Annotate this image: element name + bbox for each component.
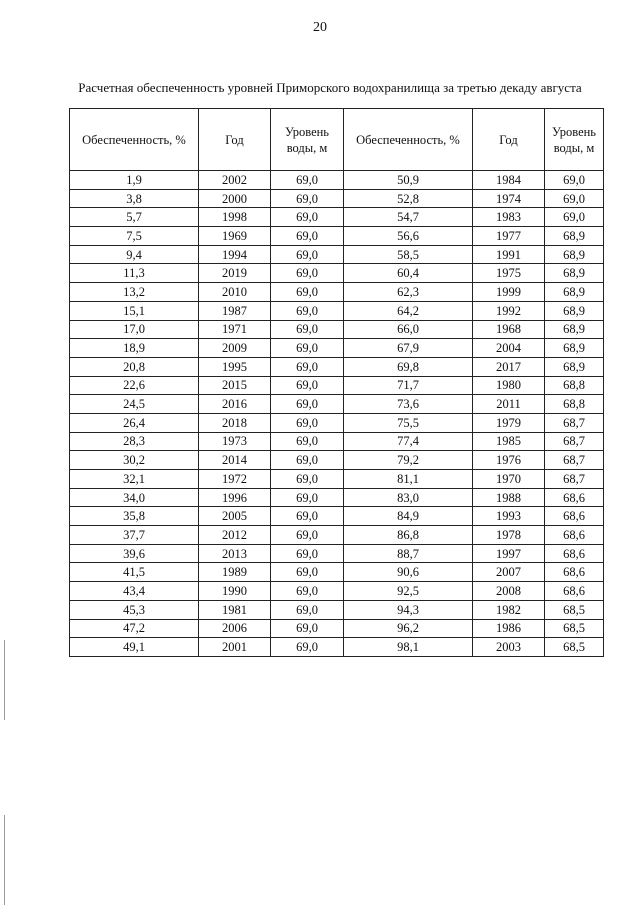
- cell-probability: 35,8: [70, 507, 199, 526]
- cell-year: 1982: [473, 600, 545, 619]
- cell-year: 2018: [199, 413, 271, 432]
- header-level-1: Уровень воды, м: [271, 109, 344, 171]
- cell-level: 68,9: [545, 227, 604, 246]
- cell-year: 1969: [199, 227, 271, 246]
- cell-level: 69,0: [271, 301, 344, 320]
- table-row: [70, 582, 604, 601]
- cell-probability: 49,1: [70, 638, 199, 657]
- cell-probability: 7,5: [70, 227, 199, 246]
- cell-year: 2005: [199, 507, 271, 526]
- cell-level: 68,6: [545, 488, 604, 507]
- cell-probability: 54,7: [344, 208, 473, 227]
- table-row: [70, 395, 604, 414]
- table-row: [70, 451, 604, 470]
- cell-year: 1995: [199, 357, 271, 376]
- cell-level: 69,0: [271, 357, 344, 376]
- cell-year: 1977: [473, 227, 545, 246]
- scan-edge-mark: [4, 815, 5, 905]
- cell-probability: 47,2: [70, 619, 199, 638]
- cell-year: 1987: [199, 301, 271, 320]
- cell-probability: 62,3: [344, 283, 473, 302]
- cell-level: 69,0: [545, 189, 604, 208]
- cell-probability: 58,5: [344, 245, 473, 264]
- cell-probability: 43,4: [70, 582, 199, 601]
- cell-probability: 56,6: [344, 227, 473, 246]
- cell-year: 1978: [473, 526, 545, 545]
- cell-probability: 96,2: [344, 619, 473, 638]
- cell-level: 68,7: [545, 432, 604, 451]
- cell-year: 1971: [199, 320, 271, 339]
- cell-year: 1983: [473, 208, 545, 227]
- table-row: [70, 376, 604, 395]
- cell-probability: 67,9: [344, 339, 473, 358]
- table-row: [70, 600, 604, 619]
- cell-year: 1970: [473, 470, 545, 489]
- cell-year: 1996: [199, 488, 271, 507]
- cell-level: 69,0: [271, 413, 344, 432]
- scan-edge-mark: [4, 640, 5, 720]
- cell-level: 69,0: [271, 526, 344, 545]
- cell-level: 68,5: [545, 638, 604, 657]
- cell-year: 1984: [473, 171, 545, 190]
- cell-probability: 79,2: [344, 451, 473, 470]
- cell-probability: 28,3: [70, 432, 199, 451]
- cell-probability: 11,3: [70, 264, 199, 283]
- cell-year: 2007: [473, 563, 545, 582]
- cell-probability: 90,6: [344, 563, 473, 582]
- table-header-row: [70, 109, 604, 171]
- cell-level: 68,8: [545, 376, 604, 395]
- cell-probability: 64,2: [344, 301, 473, 320]
- header-year-1: Год: [199, 109, 271, 171]
- cell-probability: 84,9: [344, 507, 473, 526]
- cell-level: 68,9: [545, 264, 604, 283]
- cell-level: 69,0: [271, 245, 344, 264]
- cell-probability: 1,9: [70, 171, 199, 190]
- table-row: [70, 488, 604, 507]
- cell-probability: 26,4: [70, 413, 199, 432]
- cell-probability: 20,8: [70, 357, 199, 376]
- cell-probability: 9,4: [70, 245, 199, 264]
- cell-year: 2009: [199, 339, 271, 358]
- cell-level: 69,0: [271, 395, 344, 414]
- cell-year: 2003: [473, 638, 545, 657]
- table-row: [70, 208, 604, 227]
- cell-level: 69,0: [271, 470, 344, 489]
- cell-probability: 45,3: [70, 600, 199, 619]
- cell-probability: 75,5: [344, 413, 473, 432]
- cell-probability: 88,7: [344, 544, 473, 563]
- cell-level: 68,6: [545, 582, 604, 601]
- table-row: [70, 507, 604, 526]
- cell-probability: 69,8: [344, 357, 473, 376]
- cell-level: 68,9: [545, 357, 604, 376]
- cell-year: 1994: [199, 245, 271, 264]
- cell-year: 2015: [199, 376, 271, 395]
- table-row: [70, 283, 604, 302]
- cell-level: 68,6: [545, 563, 604, 582]
- cell-level: 68,9: [545, 339, 604, 358]
- table-row: [70, 189, 604, 208]
- table-row: [70, 245, 604, 264]
- cell-level: 69,0: [271, 189, 344, 208]
- cell-year: 1998: [199, 208, 271, 227]
- cell-level: 69,0: [271, 227, 344, 246]
- cell-year: 1986: [473, 619, 545, 638]
- cell-level: 68,9: [545, 283, 604, 302]
- cell-level: 69,0: [545, 171, 604, 190]
- cell-probability: 41,5: [70, 563, 199, 582]
- cell-probability: 73,6: [344, 395, 473, 414]
- table-row: [70, 339, 604, 358]
- cell-level: 69,0: [271, 544, 344, 563]
- cell-year: 1988: [473, 488, 545, 507]
- table-row: [70, 227, 604, 246]
- table-row: [70, 301, 604, 320]
- cell-probability: 13,2: [70, 283, 199, 302]
- cell-year: 2006: [199, 619, 271, 638]
- cell-probability: 37,7: [70, 526, 199, 545]
- cell-level: 69,0: [271, 171, 344, 190]
- cell-probability: 86,8: [344, 526, 473, 545]
- cell-year: 1993: [473, 507, 545, 526]
- cell-year: 2008: [473, 582, 545, 601]
- table-row: [70, 413, 604, 432]
- cell-level: 69,0: [271, 638, 344, 657]
- cell-level: 69,0: [271, 320, 344, 339]
- cell-year: 1979: [473, 413, 545, 432]
- cell-level: 68,6: [545, 544, 604, 563]
- table-row: [70, 320, 604, 339]
- cell-level: 69,0: [271, 339, 344, 358]
- cell-probability: 22,6: [70, 376, 199, 395]
- cell-probability: 81,1: [344, 470, 473, 489]
- cell-level: 69,0: [271, 563, 344, 582]
- cell-year: 1972: [199, 470, 271, 489]
- cell-probability: 15,1: [70, 301, 199, 320]
- cell-probability: 50,9: [344, 171, 473, 190]
- cell-level: 68,6: [545, 507, 604, 526]
- cell-level: 69,0: [271, 283, 344, 302]
- table-body: [70, 171, 604, 657]
- cell-level: 68,8: [545, 395, 604, 414]
- cell-year: 1985: [473, 432, 545, 451]
- cell-year: 1989: [199, 563, 271, 582]
- cell-probability: 17,0: [70, 320, 199, 339]
- table-row: [70, 171, 604, 190]
- cell-year: 1968: [473, 320, 545, 339]
- cell-year: 1992: [473, 301, 545, 320]
- cell-probability: 98,1: [344, 638, 473, 657]
- cell-level: 68,9: [545, 320, 604, 339]
- cell-probability: 66,0: [344, 320, 473, 339]
- cell-level: 68,9: [545, 245, 604, 264]
- cell-level: 68,6: [545, 526, 604, 545]
- header-level-2: Уровень воды, м: [545, 109, 604, 171]
- cell-year: 1980: [473, 376, 545, 395]
- cell-level: 69,0: [271, 582, 344, 601]
- table-row: [70, 432, 604, 451]
- table-row: [70, 357, 604, 376]
- table-row: [70, 563, 604, 582]
- cell-year: 2000: [199, 189, 271, 208]
- table-row: [70, 526, 604, 545]
- cell-year: 1990: [199, 582, 271, 601]
- page-number: 20: [313, 20, 327, 35]
- cell-year: 2001: [199, 638, 271, 657]
- cell-year: 2010: [199, 283, 271, 302]
- header-probability-1: Обеспеченность, %: [70, 109, 199, 171]
- cell-probability: 71,7: [344, 376, 473, 395]
- cell-level: 68,7: [545, 413, 604, 432]
- cell-level: 69,0: [271, 507, 344, 526]
- cell-level: 69,0: [271, 264, 344, 283]
- cell-level: 69,0: [271, 376, 344, 395]
- cell-probability: 32,1: [70, 470, 199, 489]
- cell-probability: 77,4: [344, 432, 473, 451]
- cell-year: 2011: [473, 395, 545, 414]
- cell-year: 2013: [199, 544, 271, 563]
- header-year-2: Год: [473, 109, 545, 171]
- cell-level: 69,0: [271, 488, 344, 507]
- table-row: [70, 544, 604, 563]
- cell-probability: 94,3: [344, 600, 473, 619]
- cell-year: 1991: [473, 245, 545, 264]
- cell-year: 1976: [473, 451, 545, 470]
- cell-level: 68,5: [545, 619, 604, 638]
- header-probability-2: Обеспеченность, %: [344, 109, 473, 171]
- cell-year: 1975: [473, 264, 545, 283]
- cell-level: 68,7: [545, 470, 604, 489]
- cell-year: 2017: [473, 357, 545, 376]
- cell-year: 1999: [473, 283, 545, 302]
- cell-level: 69,0: [271, 451, 344, 470]
- cell-probability: 52,8: [344, 189, 473, 208]
- cell-year: 1973: [199, 432, 271, 451]
- cell-year: 1997: [473, 544, 545, 563]
- cell-probability: 18,9: [70, 339, 199, 358]
- cell-year: 2002: [199, 171, 271, 190]
- cell-probability: 39,6: [70, 544, 199, 563]
- cell-year: 2004: [473, 339, 545, 358]
- table-row: [70, 619, 604, 638]
- cell-level: 68,5: [545, 600, 604, 619]
- cell-year: 2016: [199, 395, 271, 414]
- table-row: [70, 470, 604, 489]
- cell-level: 69,0: [545, 208, 604, 227]
- cell-level: 68,7: [545, 451, 604, 470]
- cell-year: 2014: [199, 451, 271, 470]
- cell-level: 68,9: [545, 301, 604, 320]
- cell-year: 1981: [199, 600, 271, 619]
- table-row: [70, 638, 604, 657]
- table-title: Расчетная обеспеченность уровней Приморского водохранилища за третью декаду августа: [78, 80, 582, 95]
- cell-probability: 5,7: [70, 208, 199, 227]
- water-level-table: [69, 108, 604, 657]
- cell-level: 69,0: [271, 619, 344, 638]
- cell-year: 2012: [199, 526, 271, 545]
- cell-probability: 24,5: [70, 395, 199, 414]
- cell-probability: 30,2: [70, 451, 199, 470]
- table-row: [70, 264, 604, 283]
- cell-probability: 60,4: [344, 264, 473, 283]
- cell-year: 1974: [473, 189, 545, 208]
- cell-year: 2019: [199, 264, 271, 283]
- cell-level: 69,0: [271, 432, 344, 451]
- cell-probability: 92,5: [344, 582, 473, 601]
- cell-probability: 83,0: [344, 488, 473, 507]
- cell-level: 69,0: [271, 208, 344, 227]
- cell-probability: 34,0: [70, 488, 199, 507]
- cell-probability: 3,8: [70, 189, 199, 208]
- cell-level: 69,0: [271, 600, 344, 619]
